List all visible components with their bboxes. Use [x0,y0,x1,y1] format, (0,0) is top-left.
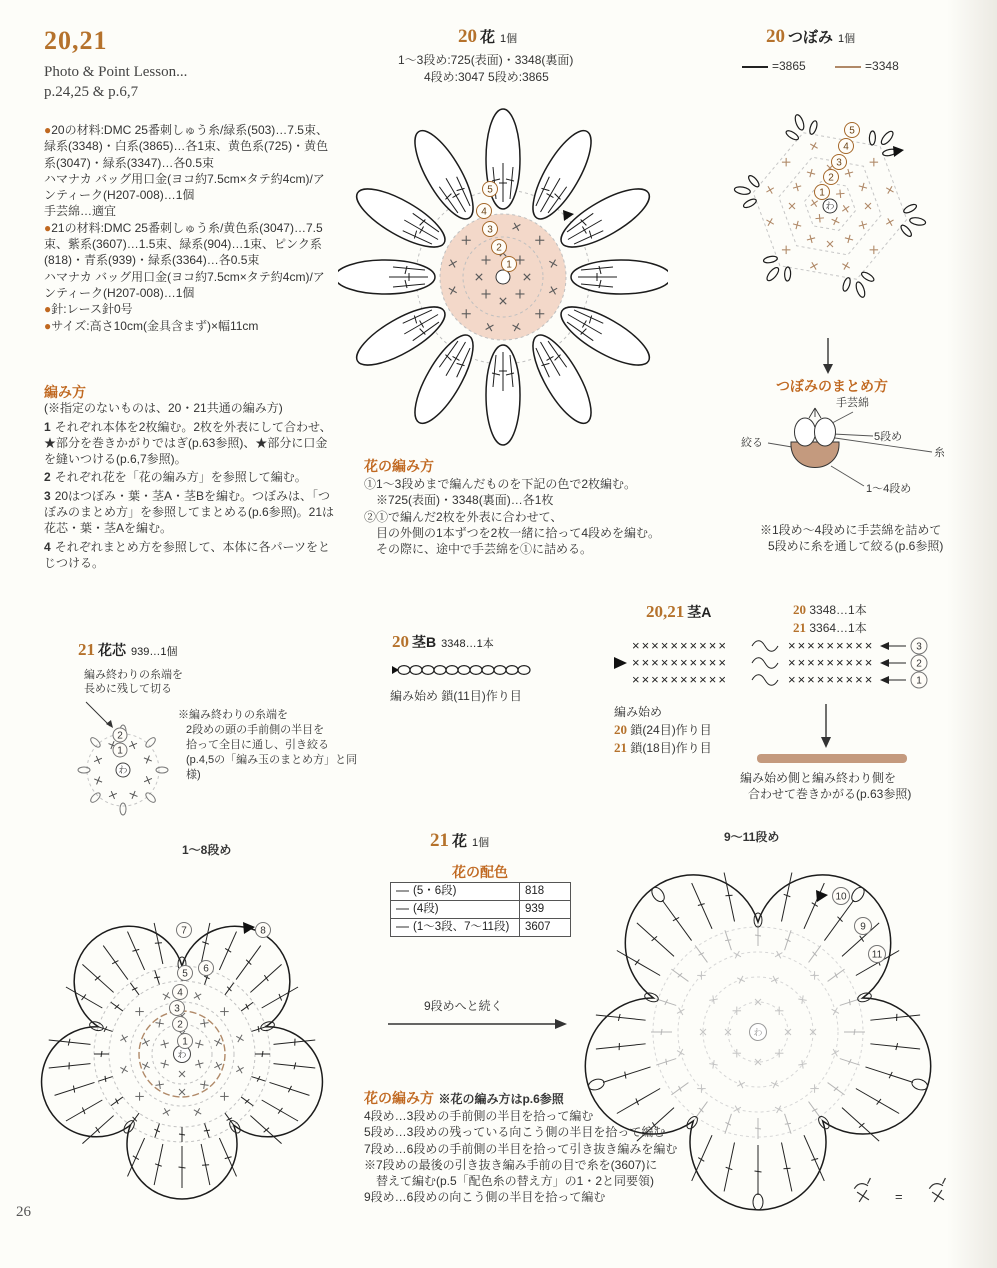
howto-step: 3 20はつぼみ・葉・茎A・茎Bを編む。つぼみは、「つぼみのまとめ方」を参照してまとめる(p.6参照)。21は花芯・葉・茎Aを編む。 [44,488,335,536]
flower21-right-label: 9〜11段め [724,830,780,844]
flower20-colors-1: 1〜3段め:725(表面)・3348(裏面) [398,53,574,67]
page-number: 26 [16,1204,31,1220]
svg-text:2: 2 [177,1019,183,1031]
start-marker-icon [893,146,904,157]
svg-text:××××××××××: ×××××××××× [632,655,728,670]
stemA-chart [612,634,934,694]
materials-section [44,122,336,334]
svg-text:5: 5 [849,125,855,137]
legend-line-dark [742,66,768,68]
palette-rows-cell: (4段) [391,901,520,919]
stemB-chart [388,658,540,682]
down-arrow-icon [818,704,834,748]
material-item: 手芸綿…適宜 [44,204,117,219]
continue-arrow-icon [388,1016,568,1032]
continue-label: 9段めへと続く [424,999,503,1013]
palette-table [390,882,571,937]
svg-text:2: 2 [916,658,922,670]
kashin-notes: ※編み終わりの糸端を 2段めの頭の手前側の半目を 拾って全目に通し、引き絞る (p.4,5の「編み玉のまとめ方」と同様) [178,709,358,781]
bud20-legend: =3865 =3348 [742,58,899,74]
howto-step: 1 それぞれ本体を2枚編む。2枚を外表にして合わせ、★部分を巻きかがりではぎ(p.63参照)、★部分に口金を縫いつける(p.6,7参照)。 [44,419,332,467]
kashin21-chart [66,698,184,816]
svg-text:4: 4 [177,987,183,999]
material-text: 20の材料:DMC 25番刺しゅう糸/緑系(503)…7.5束、緑系(3348)・白系(3865)…各1束、黄色系(725)・黄色系(3047)・緑系(3347)…各0.5束 [44,123,329,170]
stemA-round-numbers [911,638,927,688]
svg-text:5: 5 [487,184,493,196]
stemA-heading: 20,21 茎A [646,602,712,621]
svg-text:2: 2 [828,172,834,184]
kashin-round-numbers [113,728,127,757]
palette-color-cell: 3607 [520,919,571,937]
svg-text:7: 7 [181,925,187,937]
flower20-num: 20 [458,26,477,47]
stemA-start: 編み始め [614,705,663,719]
flower20-heading [458,26,517,48]
palette-row [391,901,571,919]
flower20-name: 花 [480,29,496,46]
flower21-left-label: 1〜8段め [182,843,232,857]
svg-text:×××××××××: ××××××××× [788,638,875,653]
bud-body [791,442,839,468]
svg-text:わ: わ [118,765,128,775]
bullet: ● [44,123,52,137]
svg-text:××××××××××: ×××××××××× [632,672,728,687]
svg-text:2: 2 [496,242,502,254]
stemB-heading: 20 茎B 3348…1本 [392,632,494,651]
start-marker-icon [563,210,574,221]
svg-text:11: 11 [871,949,883,961]
lesson-note: Photo & Point Lesson... [44,64,188,80]
svg-text:4: 4 [481,206,487,218]
svg-text:8: 8 [260,925,266,937]
kashin21-heading: 21 花芯 939…1個 [78,640,178,659]
bud-assembly-heading: つぼみのまとめ方 [776,378,888,394]
flower20-colors-2: 4段め:3047 5段め:3865 [424,70,549,84]
flower21-howto-ref: ※花の編み方はp.6参照 [438,1092,564,1106]
flower20-chart [338,90,668,452]
material-item: ●21の材料:DMC 25番刺しゅう糸/黄色系(3047)…7.5束、紫系(3607)…1.5束、緑系(904)…1束、ピンク系(818)・青系(939)・緑系(3364)…各0.5束 [44,220,323,268]
page-title: 20,21 [44,26,108,55]
svg-text:3: 3 [487,224,493,236]
palette-color-cell: 818 [520,883,571,901]
svg-text:×××××××××: ××××××××× [788,655,875,670]
header [44,26,187,101]
svg-text:3: 3 [836,157,842,169]
lesson-pages: p.24,25 & p.6,7 [44,84,139,100]
stemA-color21: 21 3364…1本 [793,620,867,635]
howto-heading: 編み方 [44,384,86,400]
stemA-cast21: 21 鎖(18目)作り目 [614,740,712,755]
svg-text:=: = [895,1189,903,1204]
svg-text:わ: わ [177,1049,187,1060]
palette-row [391,883,571,901]
svg-text:9: 9 [860,921,866,933]
start-marker-icon [816,890,828,902]
howto-note: (※指定のないものは、20・21共通の編み方) [44,401,283,416]
down-arrow-icon [820,338,836,374]
svg-text:10: 10 [835,891,847,903]
svg-text:5: 5 [182,968,188,980]
palette-rows-cell: (5・6段) [391,883,520,901]
label-cotton: 手芸綿 [836,397,869,409]
svg-text:××××××××××: ×××××××××× [632,638,728,653]
flower21-left-round-numbers [170,923,271,1049]
kashin-cut-note-1: 編み終わりの糸端を [84,669,183,681]
bud-assembly-note-2: 5段めに糸を通して絞る(p.6参照) [768,539,944,553]
stemA-joined-bar [757,754,907,763]
svg-text:3: 3 [174,1003,180,1015]
flower20-count: 1個 [500,33,518,45]
yarn-line-icon [396,890,409,892]
magic-ring [496,270,510,284]
label-rows14: 1〜4段め [866,483,912,495]
label-thread: 糸 [934,447,945,459]
howto-step: 2 それぞれ花を「花の編み方」を参照して編む。 [44,470,307,485]
material-item: ●サイズ:高さ10cm(金具含まず)×幅11cm [44,318,259,333]
svg-text:3: 3 [916,641,922,653]
kashin-cut-note-2: 長めに残して切る [84,683,172,695]
stemA-join-note-1: 編み始め側と編み終わり側を [740,771,897,785]
svg-text:1: 1 [916,675,922,687]
flower21-howto: 花の編み方 ※花の編み方はp.6参照 4段め…3段めの手前側の半目を拾って編む 5段め…3段めの残っている向こう側の半目を拾って編む 7段め…6段めの手前側の半目を拾って引き抜き編みを編む ※7段めの最後の引き抜き編み手前の目で糸を(3607)に 替えて編む(p.5「配色糸の替え方」の1・2と同要領) 9段め…6段めの向こう側の半目を拾って編む [364,1090,678,1205]
howto-step: 4 それぞれまとめ方を参照して、本体に各パーツをとじつける。 [44,539,330,570]
legend-line-tan [835,66,861,68]
svg-text:1: 1 [819,187,825,199]
svg-text:1: 1 [117,745,123,757]
material-item: ハマナカ バッグ用口金(ヨコ約7.5cm×タテ約4cm)/アンティーク(H207-008)…1個 [44,269,325,300]
bud-assembly-note-1: ※1段め〜4段めに手芸綿を詰めて [760,523,942,537]
palette-rows-cell: (1〜3段、7〜11段) [391,919,520,937]
svg-text:×××××××××: ××××××××× [788,672,875,687]
flower21-chart-rounds1-8 [22,856,352,1246]
stemB-caption: 編み始め 鎖(11目)作り目 [390,689,522,703]
howto-section [44,384,336,571]
yarn-line-icon [396,926,409,928]
palette-heading: 花の配色 [452,864,508,880]
bud20-heading: 20 つぼみ 1個 [766,26,856,47]
material-item [44,122,336,171]
flower21-howto-heading: 花の編み方 [364,1090,434,1106]
stemA-color20: 20 3348…1本 [793,602,867,617]
stemA-join-note-2: 合わせて巻きかがる(p.63参照) [748,787,912,801]
material-item: ●針:レース針0号 [44,302,133,317]
svg-text:2: 2 [117,730,123,742]
stitch-symbol-note [843,1168,963,1214]
svg-text:わ: わ [825,201,835,211]
bud-round-numbers [815,123,860,200]
svg-text:4: 4 [843,141,849,153]
palette-row [391,919,571,937]
svg-text:わ: わ [753,1027,763,1038]
yarn-line-icon [396,908,409,910]
stemA-cast20: 20 鎖(24目)作り目 [614,722,712,737]
flower21-heading: 21 花 1個 [430,830,490,851]
svg-text:1: 1 [506,259,512,271]
flower20-howto-heading: 花の編み方 [364,458,434,474]
start-marker-icon [243,922,255,934]
label-row5: 5段め [874,431,903,443]
material-item: ハマナカ バッグ用口金(ヨコ約7.5cm×タテ約4cm)/アンティーク(H207-008)…1個 [44,171,325,203]
bud-assembly-figure [735,396,950,514]
bud20-chart [713,84,953,336]
svg-text:6: 6 [203,963,209,975]
flower20-howto: 花の編み方 ①1〜3段めまで編んだものを下記の色で2枚編む。 ※725(表面)・3348(裏面)…各1枚 ②①で編んだ2枚を外表に合わせて、 目の外側の1本ずつを2枚一緒に拾って4段めを編む。 その際に、途中で手芸綿を①に詰める。 [364,458,661,557]
label-shiboru: 絞る [741,437,763,449]
palette-color-cell: 939 [520,901,571,919]
svg-text:1: 1 [182,1036,188,1048]
